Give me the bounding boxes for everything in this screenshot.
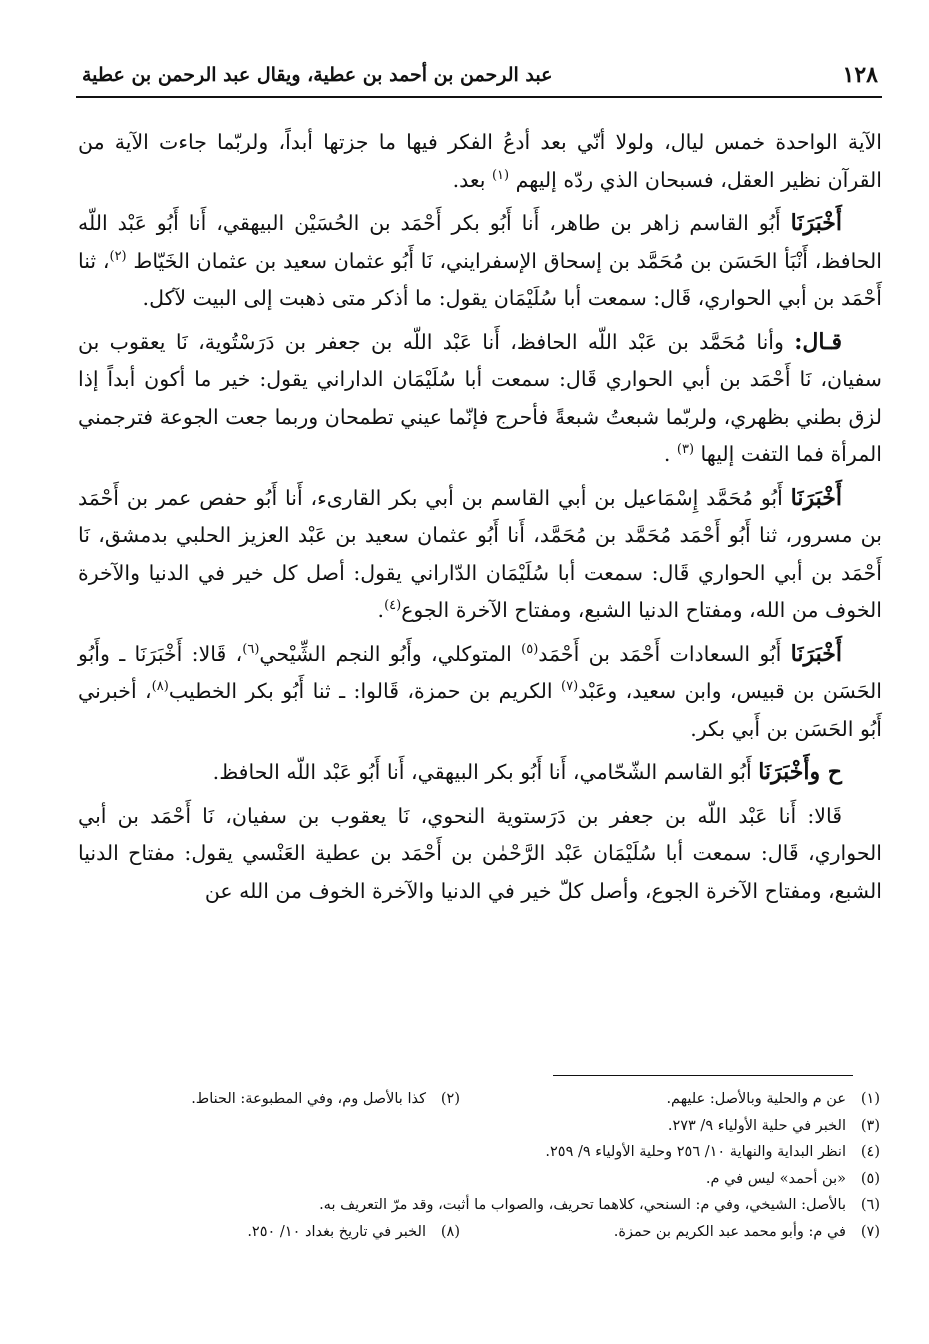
footnote-number: (٤) <box>860 1144 880 1160</box>
text-run: أَبُو القاسم زاهر بن طاهر، أَنا أَبُو بكر أَحْمَد بن الحُسَيْن البيهقي، أَنا أَبُو عَبْد اللّه الحافظ، أَنْبَأ الحَسَن بن مُحَمَّد بن إسحاق الإسفرايني، نَا أَبُو عثمان سعيد بن عثمان الخَيّاط <box>78 211 882 273</box>
footnote-ref: (٢) <box>109 248 127 264</box>
footnote-ref: (١) <box>491 167 510 183</box>
main-text <box>78 124 882 916</box>
narration-keyword: قـال: <box>794 328 842 355</box>
footnote <box>545 1139 880 1166</box>
footnotes <box>150 1086 880 1245</box>
footnote-number: (٧) <box>860 1223 880 1240</box>
footnote-ref: (٥) <box>521 641 539 657</box>
narration-keyword: أَخْبَرَنَا <box>790 210 842 236</box>
text-run: قَالا: أَنا عَبْد اللّه بن جعفر بن دَرَستوية النحوي، نَا يعقوب بن سفيان، نَا أَحْمَد بن أبي الحواري، قَال: سمعت أبا سُلَيْمَان عَبْد الرَّحْمٰن بن أَحْمَد بن عطية العَنْسي يقول: مفتاح الدنيا الشبع، ومفتاح الآخرة الجوع، وأصل كلّ خير في الدنيا والآخرة الخوف من الله عن <box>78 803 882 903</box>
footnote-number: (٥) <box>860 1170 880 1187</box>
paragraph <box>78 124 882 199</box>
footnote-text: الخبر في حلية الأولياء ٩/ ٢٧٣. <box>667 1117 846 1134</box>
footnote-text: كذا بالأصل وم، وفي المطبوعة: الحناط. <box>191 1091 426 1107</box>
footnote <box>319 1192 880 1219</box>
footnote-row <box>150 1192 880 1219</box>
footnote-ref: (٧) <box>561 679 579 695</box>
text-run: المتوكلي، وأَبُو النجم الشِّيْحي <box>259 641 522 666</box>
page-header <box>76 56 882 96</box>
footnote <box>668 1113 880 1140</box>
narration-keyword: أَخْبَرَنَا <box>790 484 842 511</box>
footnote-text: عن م والحلية وبالأصل: عليهم. <box>666 1091 846 1107</box>
text-run: أَبُو مُحَمَّد إِسْمَاعيل بن أبي القاسم بن أبي بكر القارىء، أَنا أَبُو حفص عمر بن أَحْمَد بن مسرور، ثنا أَبُو أَحْمَد مُحَمَّد بن مُحَمَّد، أَنا أَبُو عثمان سعيد بن عَبْد العزيز الحلبي بدمشق، نَا أَحْمَد بن أبي الحواري قَال: سمعت أبا سُلَيْمَان الدّاراني يقول: أصل كل خير في الدنيا والآخرة الخوف من الله، ومفتاح الدنيا الشبع، ومفتاح الآخرة الجوع <box>78 485 882 622</box>
text-run: ، ثنا أَحْمَد بن أبي الحواري، قَال: سمعت أبا سُلَيْمَان يقول: ما أذكر متى ذهبت إلى البيت لآكل. <box>78 248 882 310</box>
paragraph <box>78 205 882 318</box>
text-run: الآية الواحدة خمس ليال، ولولا أنّي بعد أدعُ الفكر فيها ما جزتها أبداً، ولربّما جاءت الآية من القرآن نظير العقل، فسبحان الذي ردّه إليهم <box>78 130 882 192</box>
footnote-text: بالأصل: الشيخي، وفي م: السنحي، كلاهما تحريف، والصواب ما أثبت، وقد مرّ التعريف به. <box>319 1197 846 1213</box>
text-run: ، قَالا: أَخْبَرَنَا ـ وأَبُو الحَسَن بن قبيس، وابن سعيد، وعَبْد <box>78 641 882 703</box>
text-run: أَبُو القاسم الشّحّامي، أَنا أَبُو بكر البيهقي، أَنا أَبُو عَبْد اللّه الحافظ. <box>212 760 759 784</box>
header-rule <box>76 96 882 98</box>
footnote-row <box>150 1139 880 1166</box>
footnote <box>247 1219 460 1246</box>
footnote-row <box>150 1166 880 1193</box>
footnote-text: «بن أحمد» ليس في م. <box>705 1170 846 1187</box>
footnote-text: انظر البداية والنهاية ١٠/ ٢٥٦ وحلية الأولياء ٩/ ٢٥٩. <box>545 1144 846 1160</box>
narration-keyword: ح وأَخْبَرَنَا <box>758 759 842 785</box>
footnote-row <box>150 1086 880 1113</box>
text-run: . <box>377 598 385 622</box>
footnote <box>460 1219 880 1246</box>
page-number: ١٢٨ <box>842 62 878 88</box>
paragraph <box>78 798 882 911</box>
footnote-ref: (٤) <box>384 598 402 614</box>
footnote <box>191 1086 460 1113</box>
footnote-ref: (٦) <box>242 641 260 657</box>
footnote-ref: (٨) <box>151 679 169 695</box>
footnote-number: (٣) <box>860 1117 880 1134</box>
paragraph <box>78 480 882 630</box>
running-title: عبد الرحمن بن أحمد بن عطية، ويقال عبد الرحمن بن عطية <box>82 64 553 86</box>
footnote-ref: (٣) <box>676 442 695 458</box>
text-run: . <box>663 442 677 466</box>
footnote-row <box>150 1219 880 1246</box>
footnote-number: (٨) <box>440 1223 460 1240</box>
footnote-text: في م: وأبو محمد عبد الكريم بن حمزة. <box>613 1223 846 1240</box>
narration-keyword: أَخْبَرَنَا <box>790 640 842 667</box>
footnote-separator <box>553 1075 853 1076</box>
paragraph <box>78 324 882 474</box>
paragraph <box>78 636 882 749</box>
text-run: بعد. <box>452 167 492 192</box>
footnote <box>460 1086 880 1113</box>
footnote-row <box>150 1113 880 1140</box>
paragraph <box>78 754 882 792</box>
text-run: ، أخبرني أَبُو الحَسَن بن أَبي بكر. <box>78 679 882 741</box>
text-run: أَبُو السعادات أَحْمَد بن أَحْمَد <box>538 641 791 666</box>
footnote-number: (١) <box>860 1091 880 1107</box>
footnote-number: (٢) <box>440 1091 460 1107</box>
footnote-number: (٦) <box>860 1197 880 1213</box>
footnote <box>706 1166 880 1193</box>
text-run: وأنا مُحَمَّد بن عَبْد اللّه الحافظ، أَنا عَبْد اللّه بن جعفر بن دَرَسْتُوية، نَا يعقوب بن سفيان، نَا أَحْمَد بن أبي الحواري قَال: سمعت أبا سُلَيْمَان الداراني يقول: خير ما أكون أبداً إذا لزق بطني بظهري، ولربّما شبعتُ شبعةً فأحرج فإنّما عيني تطمحان وربما جعت الجوعة فترجمني المرأة فما التفت إليها <box>78 329 882 466</box>
text-run: الكريم بن حمزة، قَالوا: ـ ثنا أَبُو بكر الخطيب <box>168 679 561 703</box>
footnote-text: الخبر في تاريخ بغداد ١٠/ ٢٥٠. <box>247 1223 426 1240</box>
